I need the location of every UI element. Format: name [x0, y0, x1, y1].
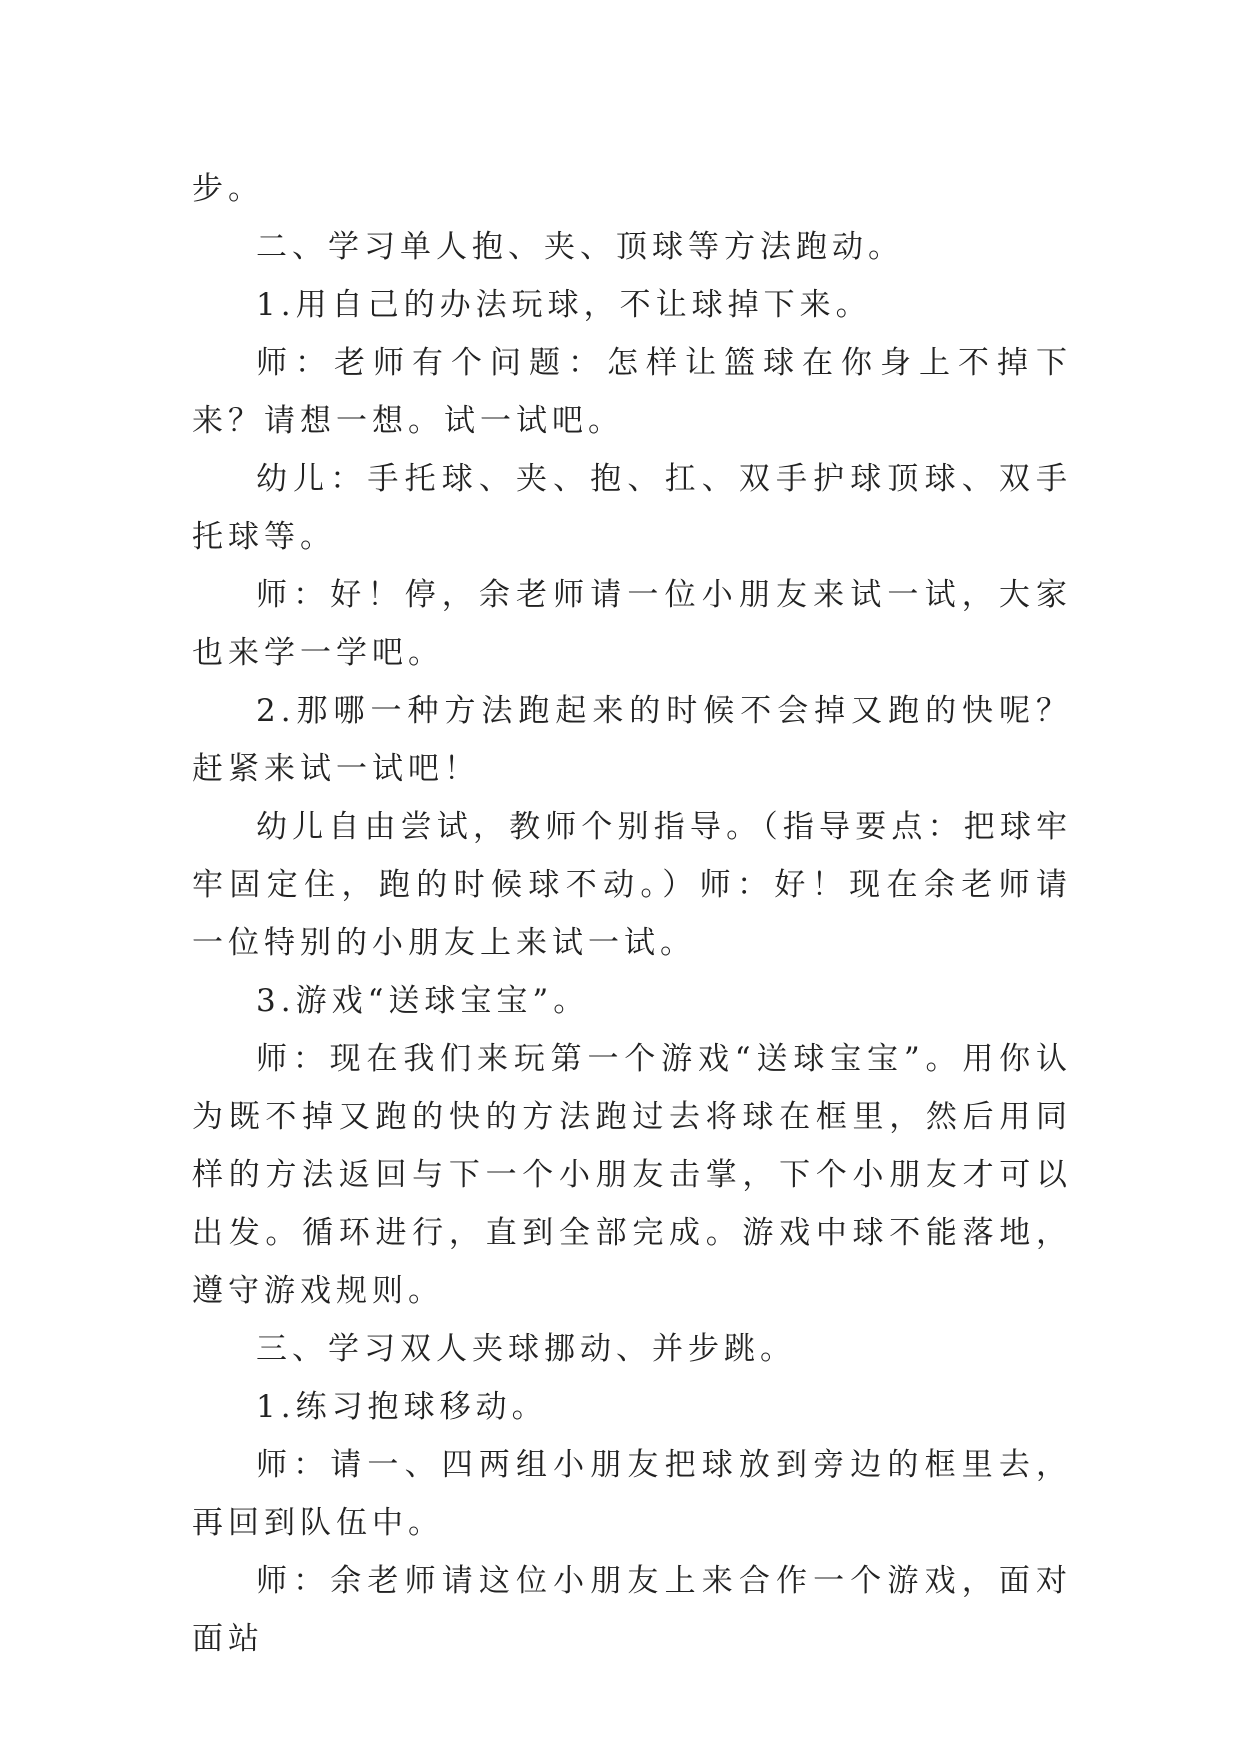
document-page	[192, 160, 1072, 1668]
paragraph: 师：好！停，余老师请一位小朋友来试一试，大家也来学一学吧。	[192, 577, 1072, 671]
paragraph: 师：现在我们来玩第一个游戏“送球宝宝”。用你认为既不掉又跑的快的方法跑过去将球在框里，然后用同样的方法返回与下一个小朋友击掌，下个小朋友才可以出发。循环进行，直到全部完成。游戏中球不能落地，遵守游戏规则。	[192, 1041, 1072, 1309]
paragraph: 1.练习抱球移动。	[256, 1389, 548, 1425]
section-heading: 三、学习双人夹球挪动、并步跳。	[256, 1331, 796, 1367]
paragraph: 幼儿自由尝试，教师个别指导。（指导要点：把球牢牢固定住，跑的时候球不动。）师：好！现在余老师请一位特别的小朋友上来试一试。	[192, 809, 1072, 961]
paragraph: 幼儿：手托球、夹、抱、扛、双手护球顶球、双手托球等。	[192, 461, 1072, 555]
paragraph: 3.游戏“送球宝宝”。	[256, 983, 590, 1019]
section-heading: 二、学习单人抱、夹、顶球等方法跑动。	[256, 229, 904, 265]
paragraph: 师：老师有个问题：怎样让篮球在你身上不掉下来？请想一想。试一试吧。	[192, 345, 1072, 439]
paragraph: 师：请一、四两组小朋友把球放到旁边的框里去，再回到队伍中。	[192, 1447, 1072, 1541]
paragraph: 步。	[192, 171, 264, 207]
paragraph: 师：余老师请这位小朋友上来合作一个游戏，面对面站	[192, 1563, 1072, 1657]
paragraph: 1.用自己的办法玩球，不让球掉下来。	[256, 287, 872, 323]
paragraph: 2.那哪一种方法跑起来的时候不会掉又跑的快呢？赶紧来试一试吧！	[192, 693, 1072, 787]
